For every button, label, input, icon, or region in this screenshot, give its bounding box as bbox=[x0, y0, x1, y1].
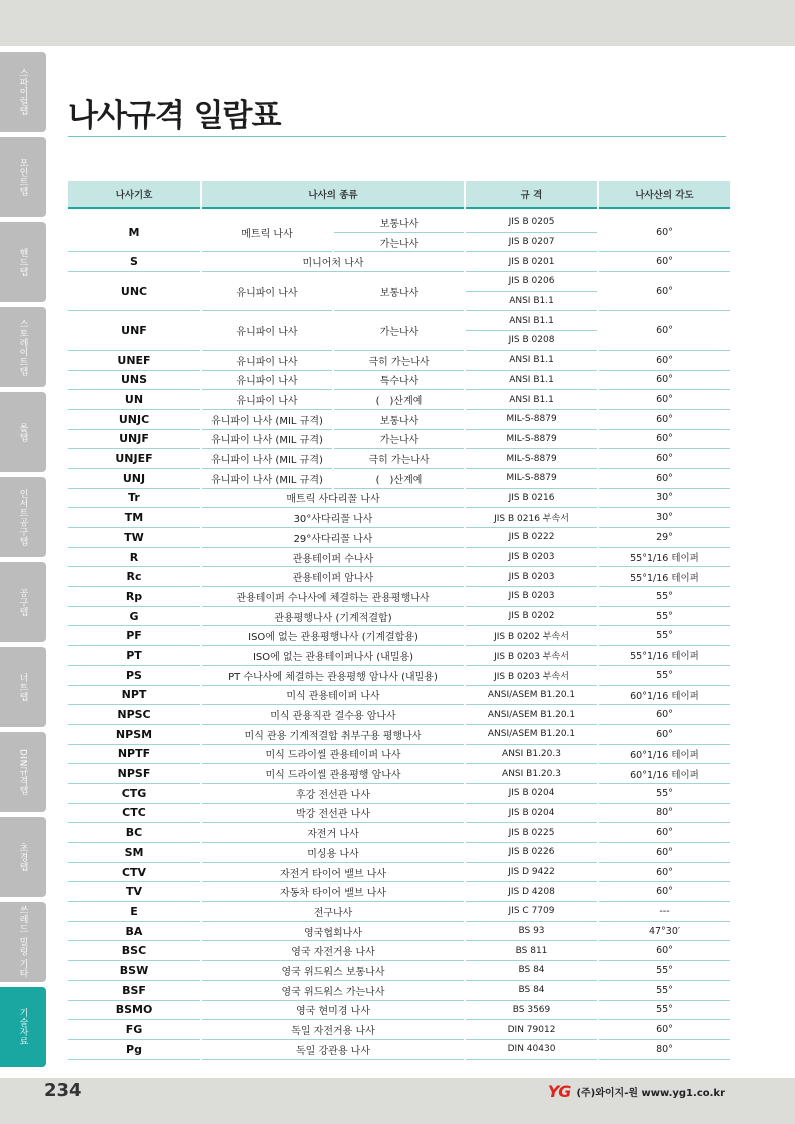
header-angle: 나사산의 각도 bbox=[599, 181, 730, 209]
thread-kind: 유니파이 나사 bbox=[202, 390, 332, 410]
thread-angle: 60° bbox=[599, 705, 730, 725]
thread-kind: 유니파이 나사 bbox=[202, 272, 332, 311]
thread-standard: BS 84 bbox=[466, 961, 597, 981]
side-tab-label: 초경탭 bbox=[17, 842, 28, 872]
side-tab-label: 기술자료 bbox=[17, 1008, 28, 1046]
thread-kind: 미식 드라이씰 관용평행 암나사 bbox=[202, 764, 464, 784]
table-row bbox=[68, 430, 730, 450]
page-number: 234 bbox=[44, 1080, 82, 1101]
thread-standard: DIN 79012 bbox=[466, 1020, 597, 1040]
thread-subtype: 극히 가는나사 bbox=[334, 449, 464, 469]
thread-angle: 60° bbox=[599, 1020, 730, 1040]
thread-standard: JIS D 9422 bbox=[466, 863, 597, 883]
thread-symbol: Tr bbox=[68, 489, 200, 509]
thread-standard: ANSI B1.1 bbox=[466, 390, 597, 410]
thread-symbol: UNC bbox=[68, 272, 200, 311]
thread-angle: 55°1/16 테이퍼 bbox=[599, 567, 730, 587]
thread-symbol: BA bbox=[68, 922, 200, 942]
thread-standard: BS 84 bbox=[466, 981, 597, 1001]
thread-symbol: G bbox=[68, 607, 200, 627]
thread-angle: 60° bbox=[599, 213, 730, 252]
thread-standard: JIS B 0216 bbox=[466, 489, 597, 509]
thread-angle: --- bbox=[599, 902, 730, 922]
thread-symbol: CTC bbox=[68, 804, 200, 824]
title-divider bbox=[68, 136, 726, 137]
thread-symbol: NPT bbox=[68, 686, 200, 706]
thread-angle: 55° bbox=[599, 666, 730, 686]
thread-angle: 60° bbox=[599, 351, 730, 371]
thread-angle: 60° bbox=[599, 843, 730, 863]
table-row bbox=[68, 823, 730, 843]
table-row bbox=[68, 508, 730, 528]
thread-symbol: CTV bbox=[68, 863, 200, 883]
thread-standard: JIS B 0204 bbox=[466, 784, 597, 804]
table-row bbox=[68, 1001, 730, 1021]
thread-standard: ANSI B1.1 bbox=[466, 311, 597, 331]
thread-standard: ANSI/ASEM B1.20.1 bbox=[466, 725, 597, 745]
thread-kind: 영국 자전거용 나사 bbox=[202, 941, 464, 961]
thread-subtype: 가는나사 bbox=[334, 430, 464, 450]
thread-symbol: UNJC bbox=[68, 410, 200, 430]
thread-standard: MIL-S-8879 bbox=[466, 449, 597, 469]
thread-angle: 60° bbox=[599, 823, 730, 843]
thread-kind: 미싱용 나사 bbox=[202, 843, 464, 863]
thread-kind: 매트릭 사다리꼴 나사 bbox=[202, 489, 464, 509]
table-row bbox=[68, 725, 730, 745]
thread-standard: DIN 40430 bbox=[466, 1040, 597, 1060]
thread-kind: 유니파이 나사 (MIL 규격) bbox=[202, 449, 332, 469]
table-row bbox=[68, 961, 730, 981]
thread-kind: 영국협회나사 bbox=[202, 922, 464, 942]
thread-angle: 60° bbox=[599, 882, 730, 902]
header-symbol: 나사기호 bbox=[68, 181, 200, 209]
table-row bbox=[68, 311, 730, 331]
thread-kind: 자동차 타이어 밸브 나사 bbox=[202, 882, 464, 902]
thread-standard: JIS B 0207 bbox=[466, 233, 597, 253]
thread-kind: 영국 위드워스 보통나사 bbox=[202, 961, 464, 981]
table-row bbox=[68, 666, 730, 686]
thread-subtype: 보통나사 bbox=[334, 213, 464, 233]
thread-subtype: 극히 가는나사 bbox=[334, 351, 464, 371]
thread-symbol: TW bbox=[68, 528, 200, 548]
footer-brand bbox=[548, 1082, 725, 1101]
side-tab-label: 핸드탭 bbox=[17, 247, 28, 277]
thread-angle: 60° bbox=[599, 863, 730, 883]
thread-angle: 60°1/16 테이퍼 bbox=[599, 686, 730, 706]
thread-kind: 미식 관용테이퍼 나사 bbox=[202, 686, 464, 706]
table-row bbox=[68, 902, 730, 922]
thread-kind: 유니파이 나사 (MIL 규격) bbox=[202, 430, 332, 450]
thread-angle: 60° bbox=[599, 371, 730, 391]
thread-standard: JIS B 0216 부속서 bbox=[466, 508, 597, 528]
thread-angle: 60° bbox=[599, 941, 730, 961]
side-tab-label: 포인트탭 bbox=[17, 158, 28, 196]
thread-standard: JIS B 0204 bbox=[466, 804, 597, 824]
table-row bbox=[68, 745, 730, 765]
thread-spec-table bbox=[66, 181, 732, 1060]
side-tab[interactable] bbox=[0, 562, 46, 642]
thread-angle: 55° bbox=[599, 784, 730, 804]
table-row bbox=[68, 410, 730, 430]
thread-symbol: UN bbox=[68, 390, 200, 410]
thread-angle: 30° bbox=[599, 508, 730, 528]
table-row bbox=[68, 528, 730, 548]
thread-symbol: SM bbox=[68, 843, 200, 863]
thread-subtype: 보통나사 bbox=[334, 272, 464, 311]
thread-angle: 60° bbox=[599, 725, 730, 745]
side-tab-label: 스파이럴탭 bbox=[17, 68, 28, 116]
thread-angle: 55° bbox=[599, 626, 730, 646]
page-title: 나사규격 일람표 bbox=[68, 98, 281, 134]
thread-standard: ANSI B1.1 bbox=[466, 371, 597, 391]
thread-symbol: UNJF bbox=[68, 430, 200, 450]
thread-kind: 미식 관용직관 결수용 암나사 bbox=[202, 705, 464, 725]
thread-symbol: UNEF bbox=[68, 351, 200, 371]
thread-angle: 80° bbox=[599, 1040, 730, 1060]
thread-symbol: S bbox=[68, 252, 200, 272]
table-row bbox=[68, 764, 730, 784]
table-row bbox=[68, 587, 730, 607]
thread-angle: 60° bbox=[599, 410, 730, 430]
thread-symbol: CTG bbox=[68, 784, 200, 804]
table-row bbox=[68, 548, 730, 568]
thread-angle: 60° bbox=[599, 390, 730, 410]
thread-symbol: UNF bbox=[68, 311, 200, 350]
thread-standard: BS 93 bbox=[466, 922, 597, 942]
thread-standard: ANSI B1.1 bbox=[466, 351, 597, 371]
thread-standard: JIS B 0203 bbox=[466, 587, 597, 607]
thread-standard: JIS B 0203 부속서 bbox=[466, 646, 597, 666]
thread-standard: JIS B 0201 bbox=[466, 252, 597, 272]
header-standard: 규 격 bbox=[466, 181, 597, 209]
table-body bbox=[68, 213, 730, 1060]
thread-symbol: PT bbox=[68, 646, 200, 666]
thread-standard: JIS B 0205 bbox=[466, 213, 597, 233]
thread-standard: ANSI B1.1 bbox=[466, 292, 597, 312]
table-row bbox=[68, 567, 730, 587]
thread-standard: JIS B 0222 bbox=[466, 528, 597, 548]
table-row bbox=[68, 489, 730, 509]
thread-subtype: 가는나사 bbox=[334, 311, 464, 350]
thread-symbol: TV bbox=[68, 882, 200, 902]
thread-kind: 관용테이퍼 수나사 bbox=[202, 548, 464, 568]
thread-symbol: PS bbox=[68, 666, 200, 686]
table-row bbox=[68, 272, 730, 292]
side-tab-label: 롤탭 bbox=[17, 422, 28, 442]
thread-standard: JIS B 0202 bbox=[466, 607, 597, 627]
thread-angle: 47°30′ bbox=[599, 922, 730, 942]
side-tab-label: 스토레이트탭 bbox=[17, 318, 28, 376]
table-row bbox=[68, 390, 730, 410]
thread-angle: 60°1/16 테이퍼 bbox=[599, 745, 730, 765]
thread-standard: MIL-S-8879 bbox=[466, 430, 597, 450]
side-tab[interactable] bbox=[0, 137, 46, 217]
table-row bbox=[68, 213, 730, 233]
table-row bbox=[68, 1020, 730, 1040]
thread-angle: 60° bbox=[599, 449, 730, 469]
thread-standard: JIS C 7709 bbox=[466, 902, 597, 922]
thread-kind: 미식 드라이씰 관용테이퍼 나사 bbox=[202, 745, 464, 765]
thread-spec-table-wrapper bbox=[68, 181, 726, 1060]
thread-symbol: BSMO bbox=[68, 1001, 200, 1021]
thread-standard: JIS B 0206 bbox=[466, 272, 597, 292]
thread-kind: 유니파이 나사 (MIL 규격) bbox=[202, 410, 332, 430]
thread-standard: JIS B 0226 bbox=[466, 843, 597, 863]
thread-angle: 60°1/16 테이퍼 bbox=[599, 764, 730, 784]
table-row bbox=[68, 784, 730, 804]
thread-standard: JIS B 0203 부속서 bbox=[466, 666, 597, 686]
thread-symbol: PF bbox=[68, 626, 200, 646]
thread-standard: JIS B 0208 bbox=[466, 331, 597, 351]
thread-kind: 관용평행나사 (기계적결합) bbox=[202, 607, 464, 627]
thread-symbol: UNJ bbox=[68, 469, 200, 489]
thread-angle: 29° bbox=[599, 528, 730, 548]
table-row bbox=[68, 371, 730, 391]
thread-angle: 55° bbox=[599, 1001, 730, 1021]
thread-symbol: BSC bbox=[68, 941, 200, 961]
thread-standard: ANSI B1.20.3 bbox=[466, 745, 597, 765]
thread-kind: 영국 현미경 나사 bbox=[202, 1001, 464, 1021]
thread-angle: 60° bbox=[599, 311, 730, 350]
side-tab[interactable] bbox=[0, 52, 46, 132]
table-row bbox=[68, 1040, 730, 1060]
table-row bbox=[68, 882, 730, 902]
thread-kind: 전구나사 bbox=[202, 902, 464, 922]
thread-standard: MIL-S-8879 bbox=[466, 469, 597, 489]
thread-standard: ANSI/ASEM B1.20.1 bbox=[466, 686, 597, 706]
thread-symbol: UNJEF bbox=[68, 449, 200, 469]
thread-standard: JIS B 0225 bbox=[466, 823, 597, 843]
thread-angle: 55°1/16 테이퍼 bbox=[599, 646, 730, 666]
thread-angle: 55°1/16 테이퍼 bbox=[599, 548, 730, 568]
table-row bbox=[68, 843, 730, 863]
thread-standard: JIS B 0203 bbox=[466, 548, 597, 568]
thread-symbol: UNS bbox=[68, 371, 200, 391]
table-row bbox=[68, 449, 730, 469]
thread-kind: ISO에 없는 관용테이퍼나사 (내밀용) bbox=[202, 646, 464, 666]
header-kind: 나사의 종류 bbox=[202, 181, 464, 209]
table-row bbox=[68, 626, 730, 646]
table-row bbox=[68, 686, 730, 706]
side-tab-label: 너트탭 bbox=[17, 672, 28, 702]
thread-subtype: 가는나사 bbox=[334, 233, 464, 253]
thread-symbol: Pg bbox=[68, 1040, 200, 1060]
thread-standard: ANSI/ASEM B1.20.1 bbox=[466, 705, 597, 725]
thread-kind: 30°사다리꼴 나사 bbox=[202, 508, 464, 528]
thread-symbol: Rc bbox=[68, 567, 200, 587]
thread-standard: BS 3569 bbox=[466, 1001, 597, 1021]
thread-standard: BS 811 bbox=[466, 941, 597, 961]
thread-kind: 후강 전선관 나사 bbox=[202, 784, 464, 804]
thread-kind: 29°사다리꼴 나사 bbox=[202, 528, 464, 548]
thread-symbol: R bbox=[68, 548, 200, 568]
thread-angle: 60° bbox=[599, 252, 730, 272]
table-row bbox=[68, 863, 730, 883]
thread-kind: 관용테이퍼 수나사에 체결하는 관용평행나사 bbox=[202, 587, 464, 607]
thread-standard: MIL-S-8879 bbox=[466, 410, 597, 430]
thread-subtype: 보통나사 bbox=[334, 410, 464, 430]
table-row bbox=[68, 705, 730, 725]
side-tab-label: DIN규격탭 bbox=[17, 748, 28, 796]
side-tab[interactable] bbox=[0, 307, 46, 387]
thread-kind: 유니파이 나사 bbox=[202, 311, 332, 350]
thread-kind: 박강 전선관 나사 bbox=[202, 804, 464, 824]
thread-angle: 55° bbox=[599, 961, 730, 981]
side-tab[interactable] bbox=[0, 392, 46, 472]
table-row bbox=[68, 922, 730, 942]
yg1-logo: YG bbox=[547, 1082, 571, 1101]
thread-symbol: NPSF bbox=[68, 764, 200, 784]
thread-subtype: ( )산계예 bbox=[334, 390, 464, 410]
thread-subtype: 특수나사 bbox=[334, 371, 464, 391]
thread-kind: 유니파이 나사 bbox=[202, 371, 332, 391]
table-row bbox=[68, 252, 730, 272]
side-tab[interactable] bbox=[0, 477, 46, 557]
company-name: (주)와이지-원 www.yg1.co.kr bbox=[576, 1088, 725, 1099]
thread-kind: 미식 관용 기계적결합 취부구용 평행나사 bbox=[202, 725, 464, 745]
thread-subtype: ( )산계예 bbox=[334, 469, 464, 489]
thread-symbol: BSF bbox=[68, 981, 200, 1001]
thread-standard: JIS B 0202 부속서 bbox=[466, 626, 597, 646]
thread-angle: 60° bbox=[599, 469, 730, 489]
thread-symbol: Rp bbox=[68, 587, 200, 607]
thread-symbol: NPSM bbox=[68, 725, 200, 745]
thread-angle: 55° bbox=[599, 587, 730, 607]
thread-kind: 관용테이퍼 암나사 bbox=[202, 567, 464, 587]
side-tab[interactable] bbox=[0, 732, 46, 812]
thread-symbol: NPSC bbox=[68, 705, 200, 725]
thread-kind: 독일 강관용 나사 bbox=[202, 1040, 464, 1060]
table-row bbox=[68, 804, 730, 824]
thread-symbol: FG bbox=[68, 1020, 200, 1040]
thread-standard: ANSI B1.20.3 bbox=[466, 764, 597, 784]
table-row bbox=[68, 981, 730, 1001]
thread-kind: 유니파이 나사 bbox=[202, 351, 332, 371]
side-tab[interactable] bbox=[0, 817, 46, 897]
thread-angle: 55° bbox=[599, 607, 730, 627]
thread-kind: 메트릭 나사 bbox=[202, 213, 332, 252]
thread-standard: JIS D 4208 bbox=[466, 882, 597, 902]
thread-symbol: TM bbox=[68, 508, 200, 528]
thread-symbol: BSW bbox=[68, 961, 200, 981]
thread-kind: 유니파이 나사 (MIL 규격) bbox=[202, 469, 332, 489]
side-tab[interactable] bbox=[0, 647, 46, 727]
thread-symbol: E bbox=[68, 902, 200, 922]
table-row bbox=[68, 941, 730, 961]
thread-kind: 독일 자전거용 나사 bbox=[202, 1020, 464, 1040]
thread-symbol: NPTF bbox=[68, 745, 200, 765]
thread-angle: 60° bbox=[599, 430, 730, 450]
thread-kind: PT 수나사에 체결하는 관용평행 암나사 (내밀용) bbox=[202, 666, 464, 686]
thread-angle: 55° bbox=[599, 981, 730, 1001]
thread-kind: 자전거 나사 bbox=[202, 823, 464, 843]
thread-angle: 60° bbox=[599, 272, 730, 311]
table-header bbox=[68, 181, 730, 213]
side-tab[interactable] bbox=[0, 222, 46, 302]
top-bar bbox=[0, 0, 795, 46]
thread-kind: 영국 위드워스 가는나사 bbox=[202, 981, 464, 1001]
table-row bbox=[68, 469, 730, 489]
thread-kind: ISO에 없는 관용평행나사 (기계결합용) bbox=[202, 626, 464, 646]
side-tab[interactable] bbox=[0, 902, 46, 982]
side-tab-label: 공구탭 bbox=[17, 587, 28, 617]
thread-angle: 80° bbox=[599, 804, 730, 824]
side-tab-label: 인서트공구탭 bbox=[17, 488, 28, 546]
table-row bbox=[68, 646, 730, 666]
thread-kind: 미니어처 나사 bbox=[202, 252, 464, 272]
thread-symbol: BC bbox=[68, 823, 200, 843]
thread-symbol: M bbox=[68, 213, 200, 252]
side-tab-label: 쓰레드 밀링 기타 bbox=[17, 905, 28, 979]
side-tab[interactable] bbox=[0, 987, 46, 1067]
thread-standard: JIS B 0203 bbox=[466, 567, 597, 587]
table-row bbox=[68, 351, 730, 371]
thread-kind: 자전거 타이어 밸브 나사 bbox=[202, 863, 464, 883]
table-row bbox=[68, 607, 730, 627]
thread-angle: 30° bbox=[599, 489, 730, 509]
